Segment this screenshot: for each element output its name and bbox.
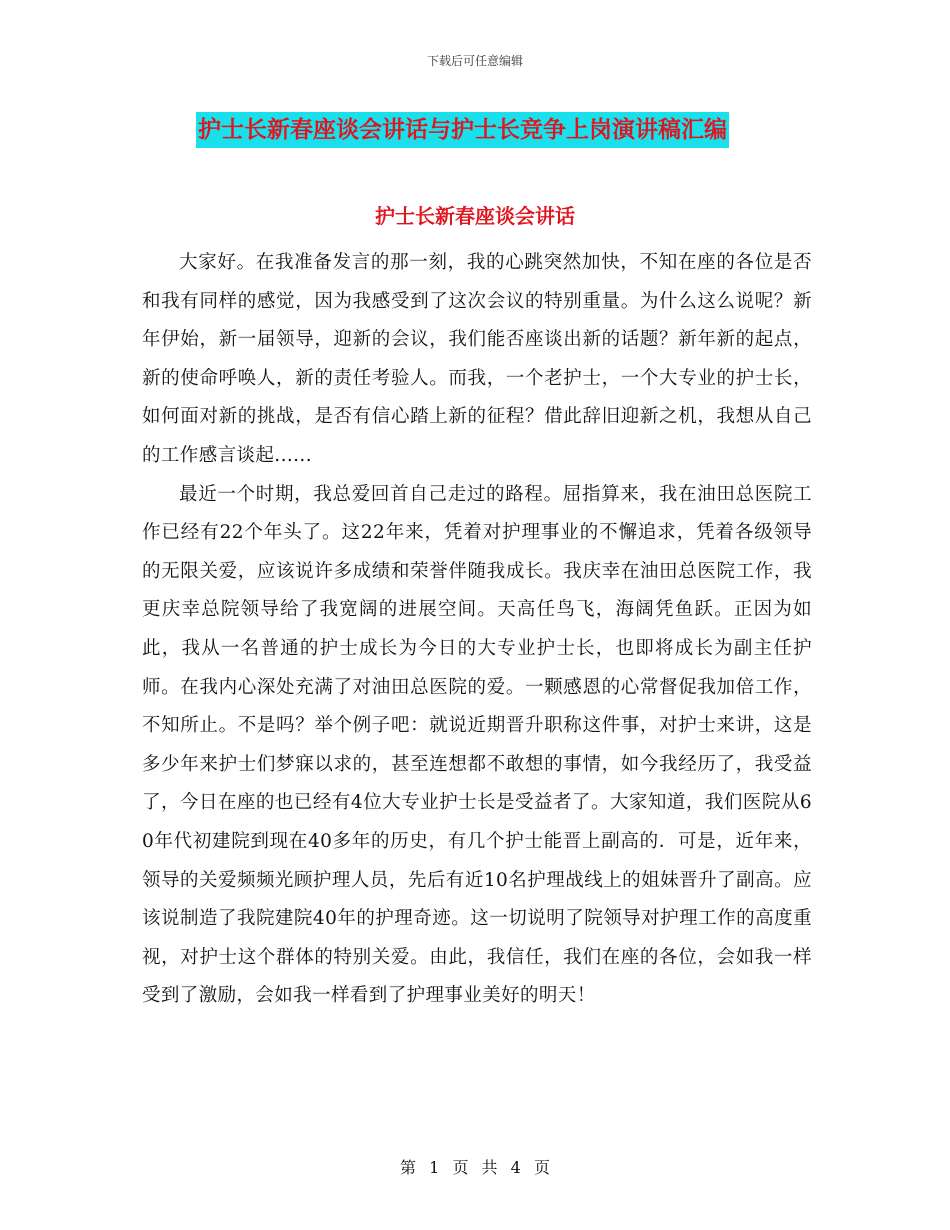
footer-prefix: 第 <box>400 1158 417 1177</box>
page-number: 1 <box>429 1158 440 1177</box>
section-title: 护士长新春座谈会讲话 <box>375 204 575 228</box>
footer-page-unit: 页 <box>452 1158 469 1177</box>
document-title: 护士长新春座谈会讲话与护士长竞争上岗演讲稿汇编 <box>196 112 729 148</box>
document-body <box>142 244 812 1016</box>
page-footer <box>0 1155 950 1178</box>
footer-total-prefix: 共 <box>481 1158 498 1177</box>
paragraph: 大家好。在我准备发言的那一刻，我的心跳突然加快，不知在座的各位是否和我有同样的感觉，因为我感受到了这次会议的特别重量。为什么这么说呢？新年伊始，新一届领导，迎新的会议，我们能否座谈出新的话题？新年新的起点，新的使命呼唤人，新的责任考验人。而我，一个老护士，一个大专业的护士长，如何面对新的挑战，是否有信心踏上新的征程？借此辞旧迎新之机，我想从自己的工作感言谈起...... <box>142 252 812 466</box>
footer-total-unit: 页 <box>533 1158 550 1177</box>
paragraph: 最近一个时期，我总爱回首自己走过的路程。屈指算来，我在油田总医院工作已经有22个年头了。这22年来，凭着对护理事业的不懈追求，凭着各级领导的无限关爱，应该说许多成绩和荣誉伴随我成长。我庆幸在油田总医院工作，我更庆幸总院领导给了我宽阔的进展空间。天高任鸟飞，海阔凭鱼跃。正因为如此，我从一名普通的护士成长为今日的大专业护士长，也即将成长为副主任护师。在我内心深处充满了对油田总医院的爱。一颗感恩的心常督促我加倍工作，不知所止。不是吗？举个例子吧：就说近期晋升职称这件事，对护士来讲，这是多少年来护士们梦寐以求的，甚至连想都不敢想的事情，如今我经历了，我受益了，今日在座的也已经有4位大专业护士长是受益者了。大家知道，我们医院从60年代初建院到现在40多年的历史，有几个护士能晋上副高的．可是，近年来，领导的关爱频频光顾护理人员，先后有近10名护理战线上的姐妹晋升了副高。应该说制造了我院建院40年的护理奇迹。这一切说明了院领导对护理工作的高度重视，对护士这个群体的特别关爱。由此，我信任，我们在座的各位，会如我一样受到了激励，会如我一样看到了护理事业美好的明天！ <box>142 483 812 1007</box>
total-pages: 4 <box>510 1158 521 1177</box>
header-note: 下载后可任意编辑 <box>426 54 523 68</box>
